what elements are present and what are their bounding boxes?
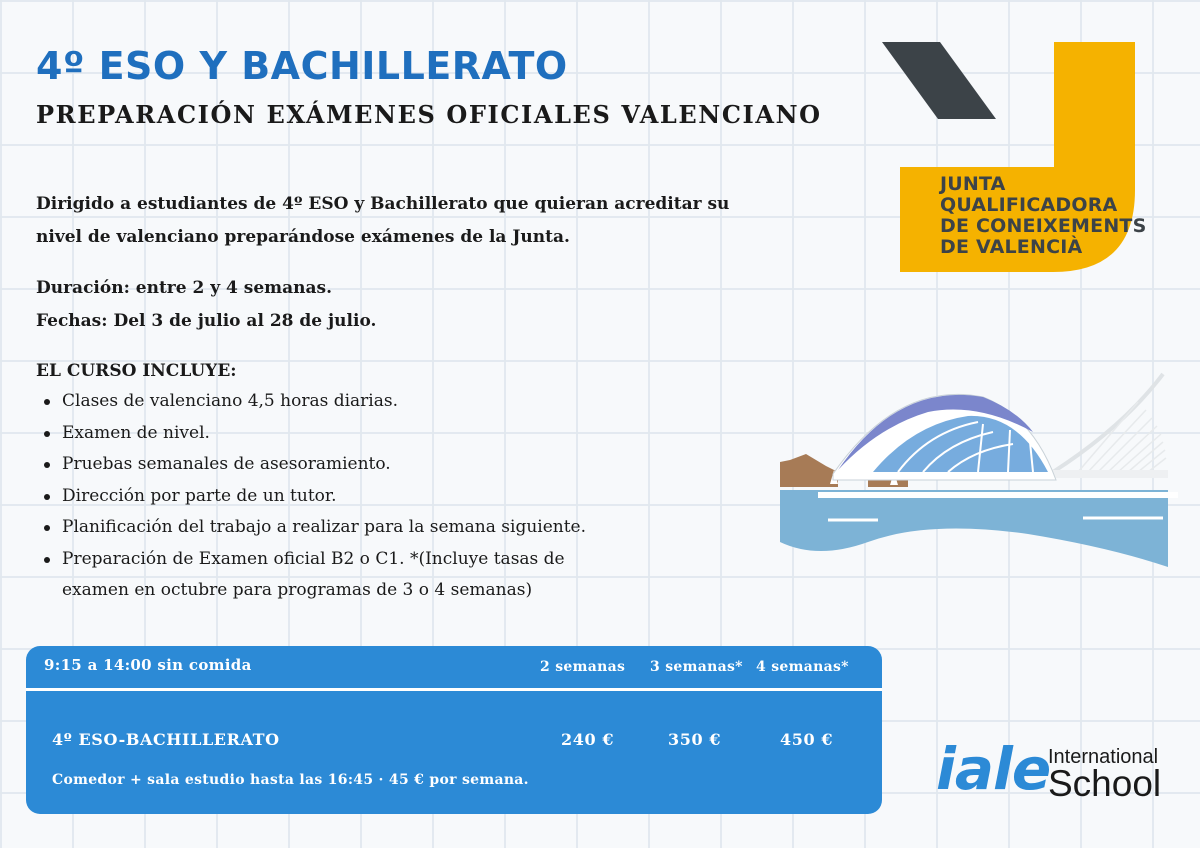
price-4-weeks: 450 € xyxy=(780,730,834,749)
price-3-weeks: 350 € xyxy=(668,730,722,749)
junta-line: JUNTA xyxy=(940,173,1006,195)
junta-line: QUALIFICADORA xyxy=(940,194,1118,216)
iale-international-text: International xyxy=(1048,746,1159,768)
list-item: Dirección por parte de un tutor. xyxy=(36,481,676,513)
pricing-table xyxy=(26,646,882,814)
includes-heading: EL CURSO INCLUYE: xyxy=(36,361,237,381)
bridge-icon xyxy=(1043,374,1168,478)
list-item: Examen de nivel. xyxy=(36,418,676,450)
column-header-2-weeks: 2 semanas xyxy=(540,659,626,675)
page-title: 4º ESO Y BACHILLERATO xyxy=(36,44,568,88)
junta-line: DE CONEIXEMENTS xyxy=(940,215,1147,237)
intro-paragraph xyxy=(36,188,776,254)
list-item-continuation: examen en octubre para programas de 3 o 4 semanas) xyxy=(62,580,533,600)
list-item: Clases de valenciano 4,5 horas diarias. xyxy=(36,386,676,418)
list-item: Planificación del trabajo a realizar para la semana siguiente. xyxy=(36,512,676,544)
course-details xyxy=(36,272,376,338)
schedule-label: 9:15 a 14:00 sin comida xyxy=(44,656,252,674)
list-item: Pruebas semanales de asesoramiento. xyxy=(36,449,676,481)
column-header-4-weeks: 4 semanas* xyxy=(756,659,849,675)
land-icon xyxy=(780,454,838,487)
includes-list xyxy=(36,386,676,607)
duration-text: Duración: entre 2 y 4 semanas. xyxy=(36,278,333,298)
water-icon xyxy=(780,490,1168,567)
junta-logo-dark-shape xyxy=(882,42,996,119)
column-header-3-weeks: 3 semanas* xyxy=(650,659,743,675)
dates-text: Fechas: Del 3 de julio al 28 de julio. xyxy=(36,311,377,331)
list-item: Preparación de Examen oficial B2 o C1. *(Incluye tasas de xyxy=(36,544,676,576)
iale-wordmark: iale xyxy=(936,735,1051,803)
iale-logo xyxy=(936,735,1172,806)
level-label: 4º ESO-BACHILLERATO xyxy=(52,730,280,749)
dining-note: Comedor + sala estudio hasta las 16:45 · 45 € por semana. xyxy=(52,772,529,788)
junta-logo-text xyxy=(940,174,1146,258)
junta-line: DE VALENCIÀ xyxy=(940,236,1083,258)
table-divider xyxy=(26,688,882,691)
iale-school-text: School xyxy=(1048,763,1162,804)
intro-line: Dirigido a estudiantes de 4º ESO y Bachillerato que quieran acreditar su xyxy=(36,194,730,214)
price-2-weeks: 240 € xyxy=(561,730,615,749)
page-subtitle: PREPARACIÓN EXÁMENES OFICIALES VALENCIANO xyxy=(36,100,822,129)
intro-line: nivel de valenciano preparándose exámenes de la Junta. xyxy=(36,227,570,247)
building-illustration xyxy=(778,372,1178,572)
